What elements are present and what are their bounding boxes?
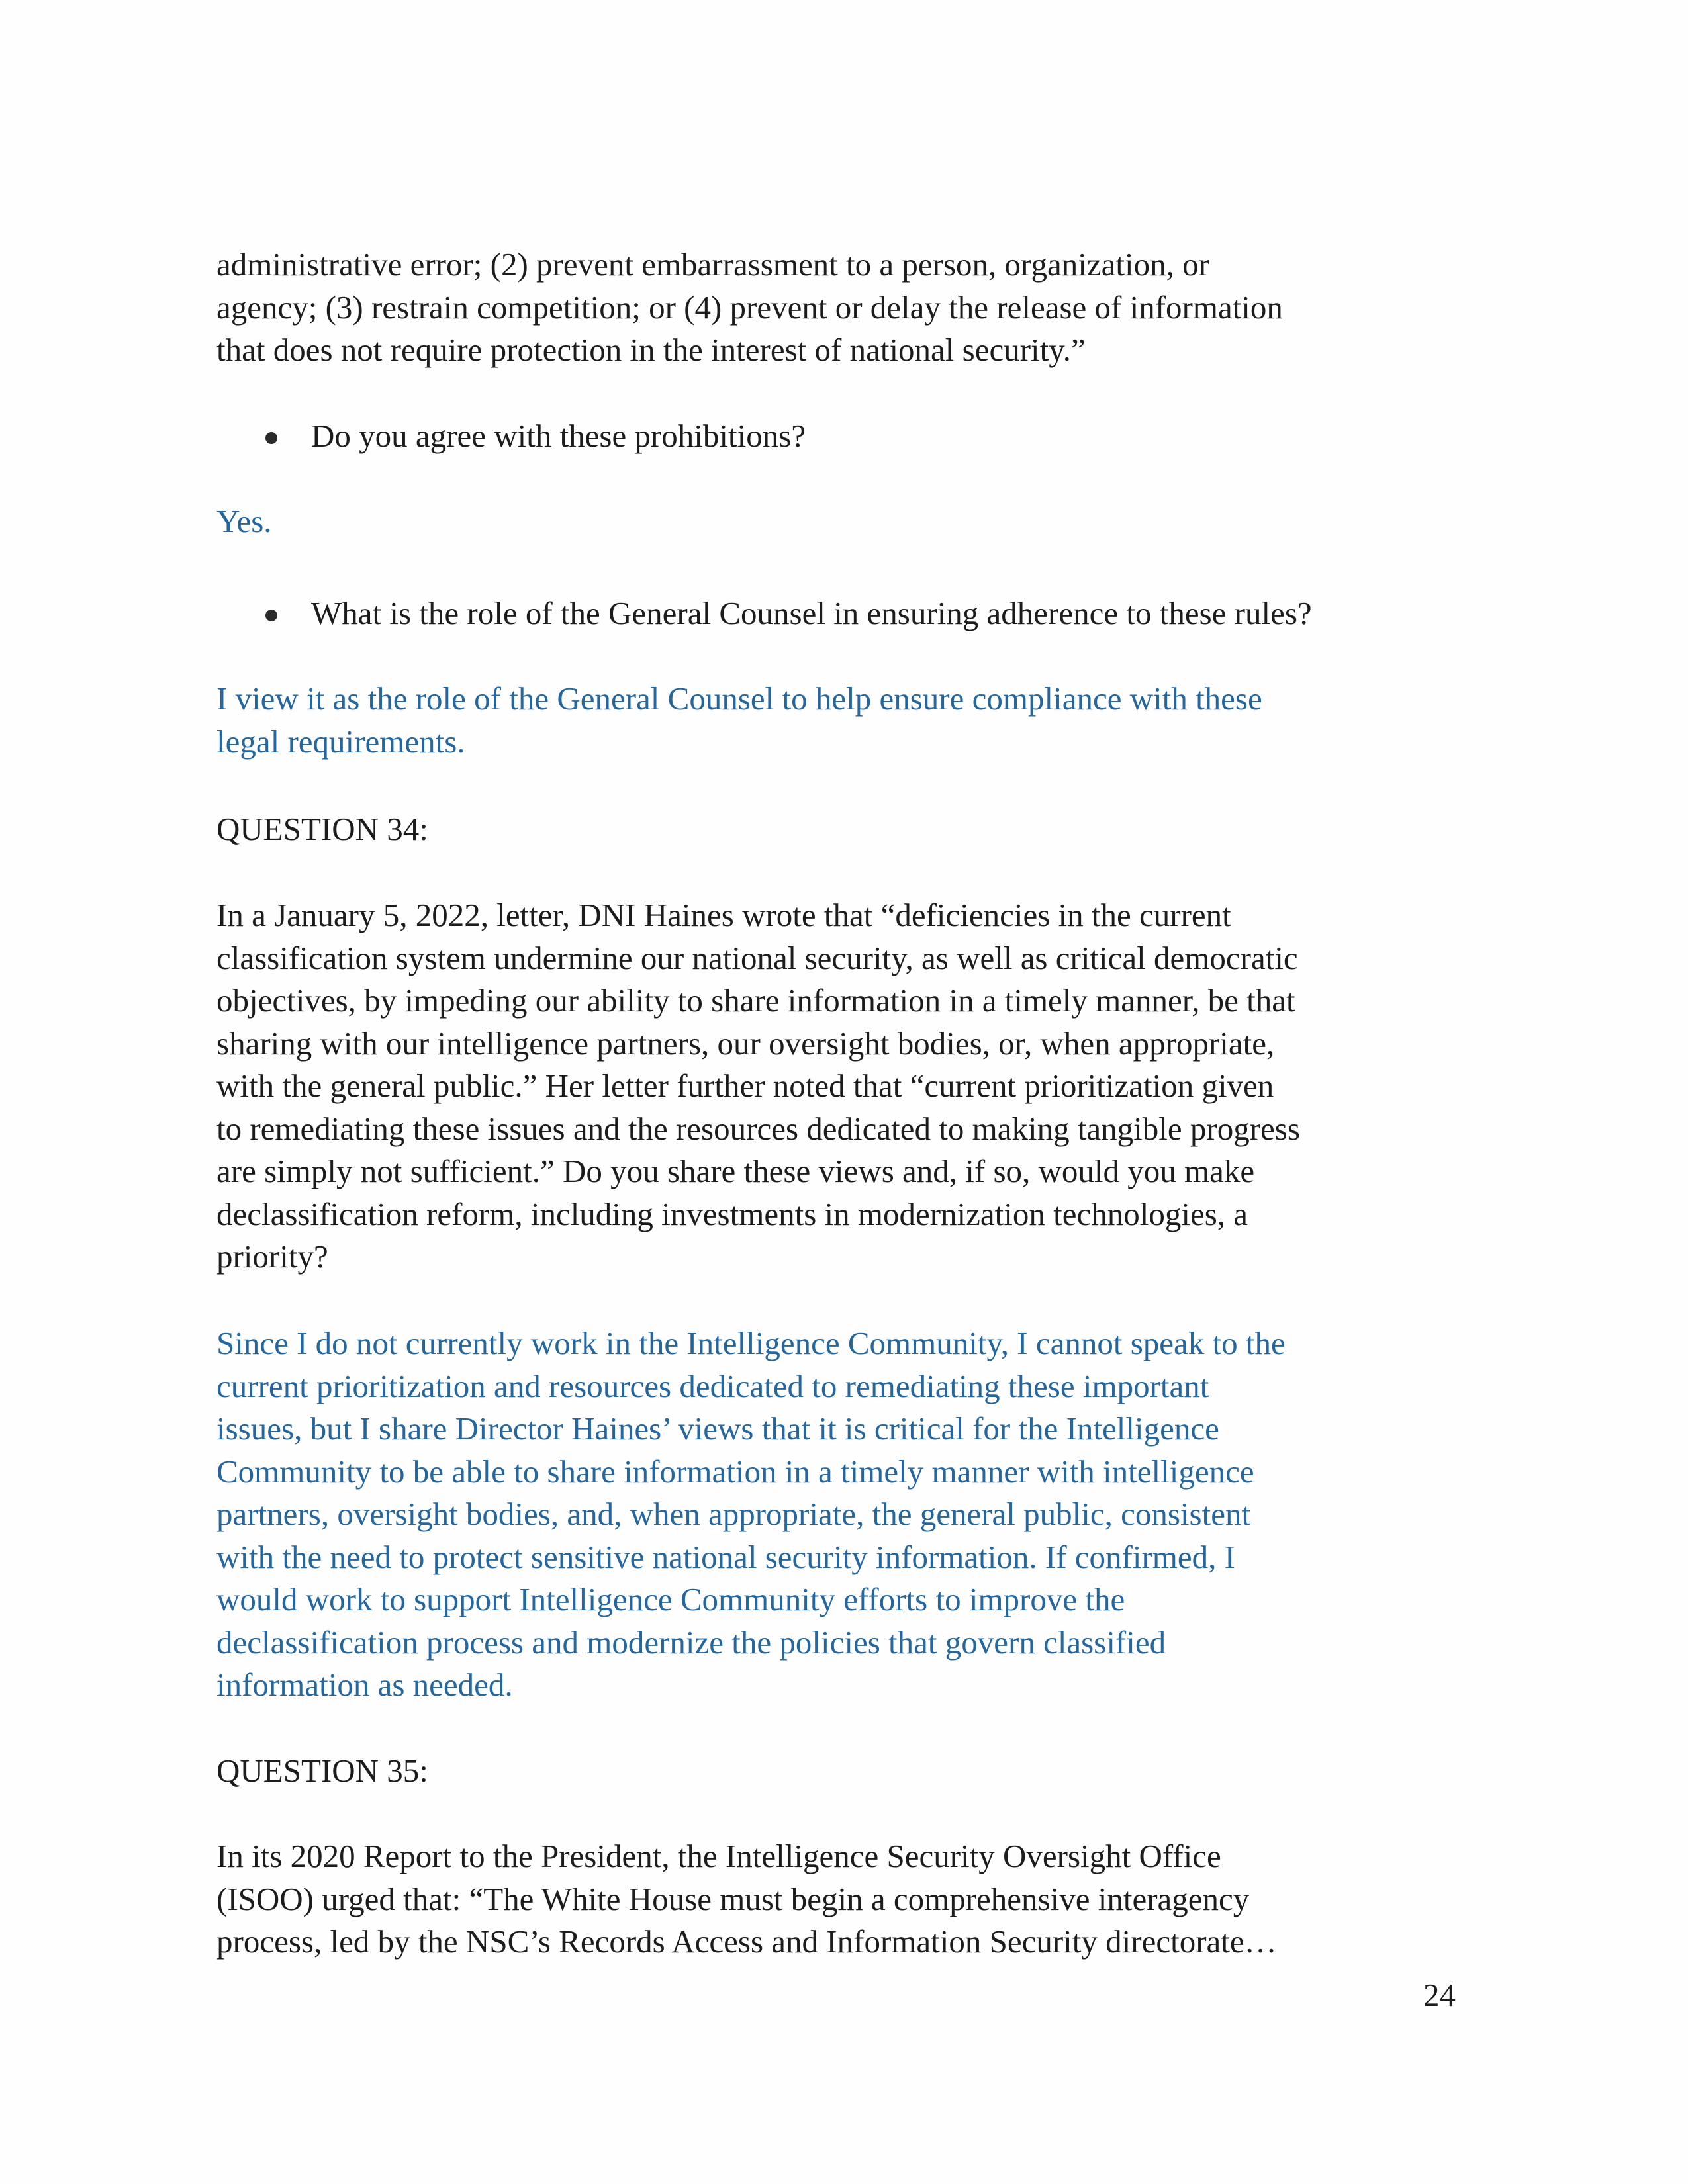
- text-line: declassification reform, including investments in modernization technologies, a: [216, 1195, 1248, 1232]
- text-line: (ISOO) urged that: “The White House must begin a comprehensive interagency: [216, 1880, 1250, 1917]
- answer-34: [216, 1322, 1474, 1707]
- question-35-heading: [216, 1750, 1474, 1793]
- answer-line: Since I do not currently work in the Intelligence Community, I cannot speak to the: [216, 1325, 1286, 1361]
- answer-line: partners, oversight bodies, and, when appropriate, the general public, consistent: [216, 1496, 1251, 1532]
- continuation-paragraph: [216, 244, 1474, 372]
- bullet-text: Do you agree with these prohibitions?: [311, 418, 806, 454]
- answer-line: information as needed.: [216, 1666, 513, 1703]
- answer-line: I view it as the role of the General Counsel to help ensure compliance with these: [216, 680, 1262, 717]
- text-line: process, led by the NSC’s Records Access and Information Security directorate…: [216, 1923, 1277, 1960]
- answer-line: current prioritization and resources dedicated to remediating these important: [216, 1367, 1209, 1404]
- text-line: objectives, by impeding our ability to share information in a timely manner, be that: [216, 982, 1295, 1019]
- text-line: are simply not sufficient.” Do you share these views and, if so, would you make: [216, 1153, 1255, 1189]
- text-line: to remediating these issues and the resources dedicated to making tangible progress: [216, 1110, 1300, 1147]
- answer-line: would work to support Intelligence Community efforts to improve the: [216, 1581, 1125, 1617]
- text-line: administrative error; (2) prevent embarrassment to a person, organization, or: [216, 246, 1209, 283]
- bullet-item-general-counsel-role: [216, 592, 1474, 635]
- text-line: agency; (3) restrain competition; or (4) prevent or delay the release of information: [216, 289, 1283, 326]
- answer-line: issues, but I share Director Haines’ views that it is critical for the Intelligence: [216, 1410, 1219, 1447]
- answer-line: legal requirements.: [216, 723, 465, 760]
- text-line: In its 2020 Report to the President, the Intelligence Security Oversight Office: [216, 1838, 1221, 1874]
- answer-line: declassification process and modernize the policies that govern classified: [216, 1623, 1166, 1661]
- bullet-dot-icon: [265, 610, 277, 621]
- answer-line: Community to be able to share information in a timely manner with intelligence: [216, 1453, 1254, 1490]
- question-35-body: [216, 1835, 1474, 1964]
- text-line: sharing with our intelligence partners, our oversight bodies, or, when appropriate,: [216, 1024, 1275, 1062]
- text-line: that does not require protection in the interest of national security.”: [216, 332, 1086, 368]
- text-line: priority?: [216, 1238, 328, 1275]
- answer-line: Yes.: [216, 503, 272, 539]
- bullet-item-prohibitions: [216, 415, 1474, 458]
- question-34-heading: [216, 808, 1474, 851]
- answer-general-counsel-role: [216, 678, 1474, 763]
- text-line: with the general public.” Her letter further noted that “current prioritization given: [216, 1068, 1274, 1104]
- answer-yes: [216, 500, 1474, 543]
- answer-line: with the need to protect sensitive national security information. If confirmed, I: [216, 1538, 1235, 1575]
- page-number: 24: [1423, 1977, 1456, 2013]
- question-34-body: [216, 894, 1474, 1279]
- text-line: classification system undermine our national security, as well as critical democratic: [216, 939, 1298, 976]
- bullet-dot-icon: [265, 432, 277, 444]
- text-line: In a January 5, 2022, letter, DNI Haines wrote that “deficiencies in the current: [216, 897, 1231, 933]
- question-heading: QUESTION 34:: [216, 811, 428, 847]
- bullet-text: What is the role of the General Counsel in ensuring adherence to these rules?: [311, 595, 1312, 631]
- question-heading: QUESTION 35:: [216, 1752, 428, 1789]
